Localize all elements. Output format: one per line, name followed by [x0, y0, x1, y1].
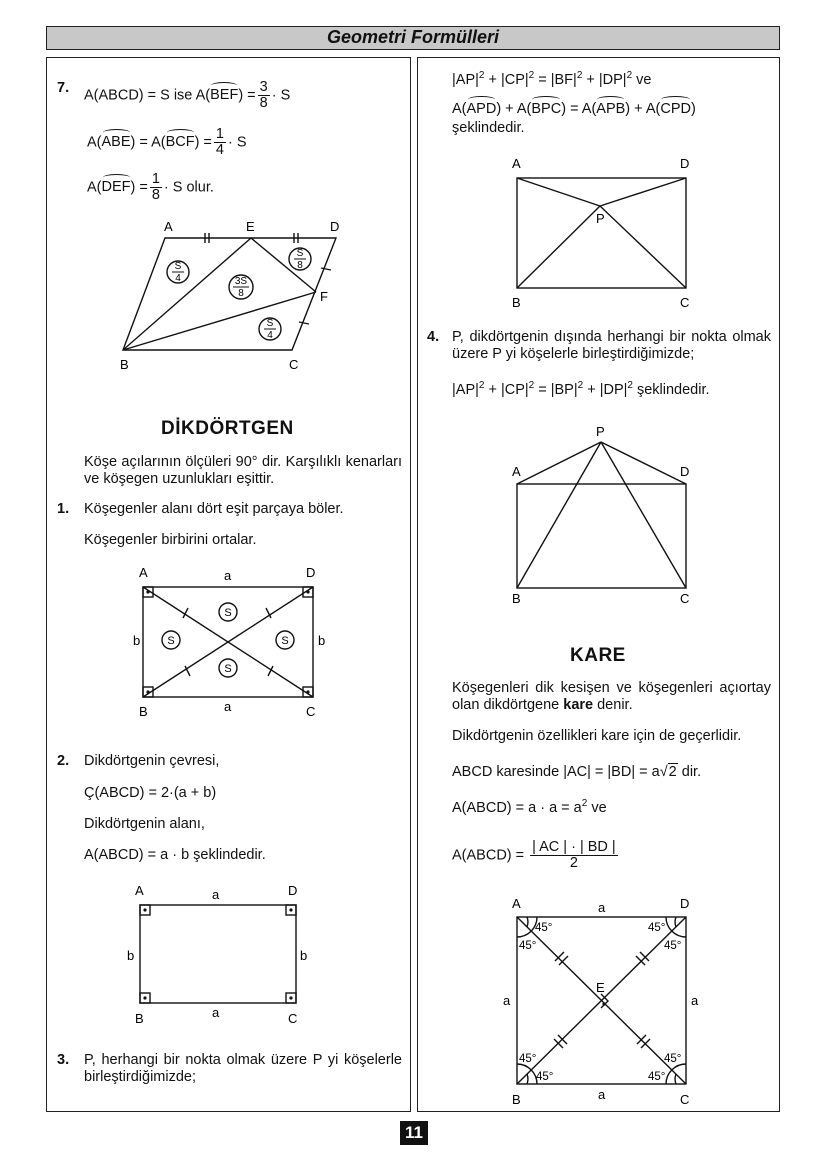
section-title-dikdortgen: DİKDÖRTGEN — [161, 418, 294, 439]
kare-area-formula: A(ABCD) = $a \cdot a = a^2$ ve — [452, 798, 607, 816]
vertex-label: B — [512, 591, 521, 606]
formula-outside-point: $|AP|^2 + |CP|^2 = |BP|^2 + |DP|^2$ şeklindedir. — [452, 380, 710, 398]
side-label: a — [598, 900, 606, 915]
angle-label: 45° — [535, 922, 553, 934]
side-label: a — [224, 568, 232, 583]
side-label: b — [300, 948, 308, 963]
side-label: a — [224, 699, 232, 714]
area-label: S — [266, 318, 274, 329]
area-label: S — [167, 635, 175, 647]
area-formula: A(ABCD) = a · b şeklindedir. — [84, 847, 266, 863]
center-label: E — [596, 980, 605, 995]
side-label: a — [212, 887, 220, 902]
side-label: a — [212, 1005, 220, 1020]
side-label: a — [503, 993, 511, 1008]
vertex-label: B — [512, 295, 521, 310]
formula-abe-bcf: A(ABE) = A(BCF) = $\frac{1}{4}$ · S — [87, 126, 247, 158]
angle-label: 45° — [664, 940, 682, 952]
vertex-label: B — [139, 704, 148, 719]
side-label: b — [318, 633, 326, 648]
continuation-text: şeklindedir. — [452, 120, 525, 136]
point-label: P — [596, 211, 605, 226]
formula-def: A(DEF) = $\frac{1}{8}$ · S olur. — [87, 171, 214, 203]
item-number: 2. — [57, 753, 70, 769]
item2-text: Dikdörtgenin çevresi, — [84, 753, 220, 769]
page-header: Geometri Formülleri — [46, 26, 780, 50]
vertex-label: C — [288, 1011, 298, 1026]
area-label: 8 — [297, 260, 303, 271]
vertex-label: A — [512, 464, 521, 479]
kare-diagonal-formula: ABCD karesinde |AC| = |BD| = a√2 dir. — [452, 764, 702, 780]
angle-label: 45° — [519, 940, 537, 952]
area-label: S — [281, 635, 289, 647]
formula-ap-cp: $|AP|^2 + |CP|^2 = |BF|^2 + |DP|^2$ ve — [452, 70, 652, 88]
angle-label: 45° — [536, 1071, 554, 1083]
area-label: S — [174, 261, 182, 272]
angle-label: 45° — [648, 1071, 666, 1083]
vertex-label: B — [135, 1011, 144, 1026]
angle-label: 45° — [648, 922, 666, 934]
item-number: 7. — [57, 80, 70, 96]
item3-text: P, herhangi bir nokta olmak üzere P yi köşelerle birleştirdiğimizde; — [84, 1052, 402, 1085]
vertex-label: A — [164, 219, 173, 234]
area-label: 3S — [234, 276, 248, 287]
page-number: 11 — [400, 1121, 428, 1145]
vertex-label: B — [120, 357, 129, 372]
area-label: S — [224, 663, 232, 675]
vertex-label: D — [330, 219, 340, 234]
formula-bef: A(ABCD) = S ise A(BEF) = $\frac{3}{8}$ · S — [84, 79, 291, 111]
vertex-label: D — [680, 156, 690, 171]
side-label: a — [691, 993, 699, 1008]
area-label: 8 — [238, 288, 244, 299]
kare-intro: Köşegenleri dik kesişen ve köşegenleri açıortay olan dikdörtgene kare denir. — [452, 680, 771, 713]
item-number: 1. — [57, 501, 70, 517]
side-label: b — [133, 633, 141, 648]
angle-label: 45° — [519, 1053, 537, 1065]
side-label: b — [127, 948, 135, 963]
vertex-label: F — [320, 289, 328, 304]
vertex-label: A — [512, 896, 521, 911]
area-label: S — [296, 248, 304, 259]
formula-areas: A(APD) + A(BPC) = A(APB) + A(CPD) — [452, 101, 696, 117]
kare-property: Dikdörtgenin özellikleri kare için de geçerlidir. — [452, 728, 742, 744]
item1-text: Köşegenler alanı dört eşit parçaya böler. — [84, 501, 344, 517]
item2-text2: Dikdörtgenin alanı, — [84, 816, 205, 832]
angle-label: 45° — [664, 1053, 682, 1065]
item-number: 3. — [57, 1052, 70, 1068]
side-label: a — [598, 1087, 606, 1102]
vertex-label: E — [246, 219, 255, 234]
vertex-label: A — [512, 156, 521, 171]
kare-area-diagonal-formula: A(ABCD) = $\frac{| AC | \cdot | BD |}{2}$ — [452, 839, 616, 871]
section-title-kare: KARE — [570, 645, 626, 666]
vertex-label: D — [288, 883, 298, 898]
vertex-label: A — [135, 883, 144, 898]
vertex-label: D — [680, 896, 690, 911]
vertex-label: C — [680, 295, 690, 310]
area-label: 4 — [267, 330, 273, 341]
vertex-label: C — [680, 591, 690, 606]
vertex-label: A — [139, 565, 148, 580]
perimeter-formula: Ç(ABCD) = 2·(a + b) — [84, 785, 217, 801]
item-number: 4. — [427, 329, 440, 345]
area-label: S — [224, 607, 232, 619]
dikdortgen-intro: Köşe açılarının ölçüleri 90° dir. Karşılıklı kenarları ve köşegen uzunlukları eşittir. — [84, 454, 402, 487]
vertex-label: C — [306, 704, 316, 719]
vertex-label: D — [306, 565, 316, 580]
point-label: P — [596, 424, 605, 439]
vertex-label: D — [680, 464, 690, 479]
vertex-label: B — [512, 1092, 521, 1107]
area-label: 4 — [175, 273, 181, 284]
item4-text: P, dikdörtgenin dışında herhangi bir nokta olmak üzere P yi köşelerle birleştirdiğimizde; — [452, 329, 771, 362]
vertex-label: C — [289, 357, 299, 372]
item1-text2: Köşegenler birbirini ortalar. — [84, 532, 257, 548]
vertex-label: C — [680, 1092, 690, 1107]
